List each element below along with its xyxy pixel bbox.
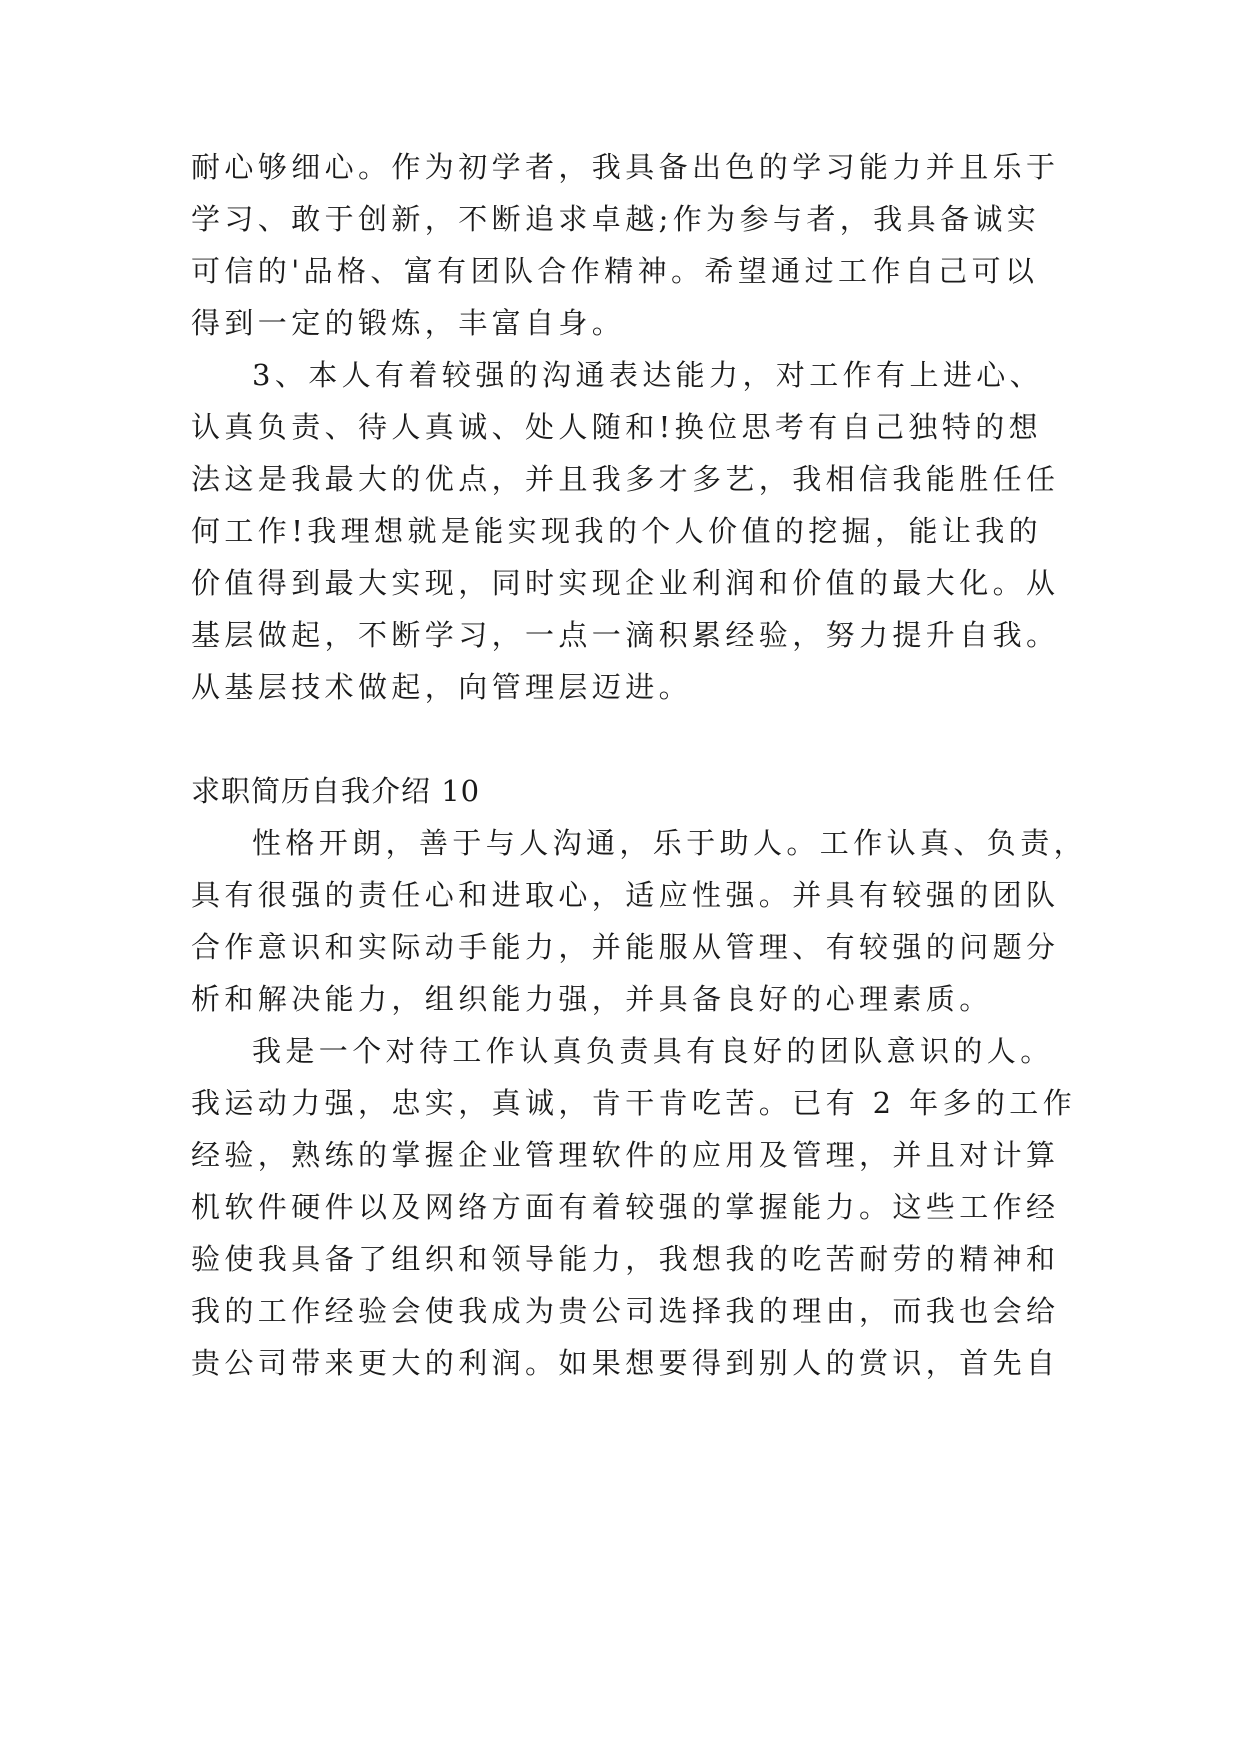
paragraph-line: 我是一个对待工作认真负责具有良好的团队意识的人。	[252, 1034, 1054, 1068]
paragraph-line: 我运动力强，忠实，真诚，肯干肯吃苦。已有 2 年多的工作	[191, 1086, 1077, 1120]
paragraph-line: 价值得到最大实现，同时实现企业利润和价值的最大化。从	[191, 566, 1060, 600]
paragraph-line: 可信的'品格、富有团队合作精神。希望通过工作自己可以	[191, 254, 1039, 288]
paragraph-line: 机软件硬件以及网络方面有着较强的掌握能力。这些工作经	[191, 1190, 1060, 1224]
paragraph-line: 性格开朗，善于与人沟通，乐于助人。工作认真、负责，	[252, 826, 1088, 860]
paragraph-line: 法这是我最大的优点，并且我多才多艺，我相信我能胜任任	[191, 462, 1060, 496]
paragraph-line: 得到一定的锻炼，丰富自身。	[191, 306, 626, 340]
paragraph-line: 合作意识和实际动手能力，并能服从管理、有较强的问题分	[191, 930, 1060, 964]
paragraph-line: 基层做起，不断学习，一点一滴积累经验，努力提升自我。	[191, 618, 1060, 652]
paragraph-line: 学习、敢于创新，不断追求卓越;作为参与者，我具备诚实	[191, 202, 1041, 236]
paragraph-line: 认真负责、待人真诚、处人随和!换位思考有自己独特的想	[191, 410, 1043, 444]
paragraph-line: 具有很强的责任心和进取心，适应性强。并具有较强的团队	[191, 878, 1060, 912]
paragraph-line: 验使我具备了组织和领导能力，我想我的吃苦耐劳的精神和	[191, 1242, 1060, 1276]
paragraph-line: 析和解决能力，组织能力强，并具备良好的心理素质。	[191, 982, 993, 1016]
paragraph-line: 我的工作经验会使我成为贵公司选择我的理由，而我也会给	[191, 1294, 1060, 1328]
paragraph-line: 何工作!我理想就是能实现我的个人价值的挖掘，能让我的	[191, 514, 1043, 548]
section-heading: 求职简历自我介绍 10	[191, 774, 481, 808]
paragraph-line: 贵公司带来更大的利润。如果想要得到别人的赏识，首先自	[191, 1346, 1060, 1380]
paragraph-line: 经验，熟练的掌握企业管理软件的应用及管理，并且对计算	[191, 1138, 1060, 1172]
paragraph-line: 耐心够细心。作为初学者，我具备出色的学习能力并且乐于	[191, 150, 1060, 184]
paragraph-line: 从基层技术做起，向管理层迈进。	[191, 670, 693, 704]
paragraph-line: 3、本人有着较强的沟通表达能力，对工作有上进心、	[252, 358, 1044, 392]
